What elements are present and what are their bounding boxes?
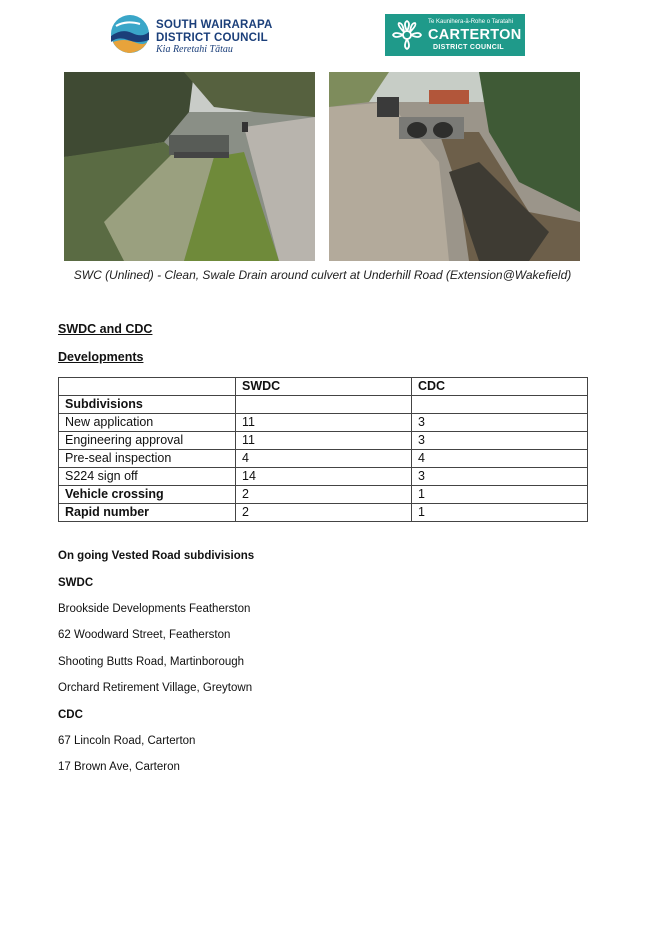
table-cell-cdc: 3 — [412, 468, 588, 486]
table-row — [59, 450, 588, 468]
swdc-logo — [110, 14, 273, 56]
table-cell-cdc: 3 — [412, 432, 588, 450]
table-cell-label: Vehicle crossing — [59, 486, 236, 504]
photo-swale-drain-left — [64, 72, 315, 261]
table-cell-label: S224 sign off — [59, 468, 236, 486]
table-cell-label: New application — [59, 414, 236, 432]
table-row — [59, 432, 588, 450]
table-cell-cdc: 1 — [412, 504, 588, 522]
table-cell-cdc: 3 — [412, 414, 588, 432]
table-header-cell: CDC — [412, 378, 588, 396]
swdc-logo-line1: SOUTH WAIRARAPA — [156, 19, 273, 31]
table-row — [59, 396, 588, 414]
cdc-logo-maori-name: Te Kaunihera-ā-Rohe o Taratahi — [428, 19, 513, 25]
table-cell-swdc: 11 — [236, 432, 412, 450]
table-cell-label: Engineering approval — [59, 432, 236, 450]
table-row — [59, 486, 588, 504]
table-cell-cdc — [412, 396, 588, 414]
table-row — [59, 504, 588, 522]
list-item: 17 Brown Ave, Carteron — [58, 761, 180, 773]
table-row — [59, 414, 588, 432]
table-cell-cdc: 4 — [412, 450, 588, 468]
swdc-emblem-icon — [110, 14, 150, 54]
cdc-flower-icon — [391, 19, 423, 51]
ongoing-subdivisions-title: On going Vested Road subdivisions — [58, 550, 255, 562]
list-item: 67 Lincoln Road, Carterton — [58, 735, 196, 747]
table-cell-swdc: 2 — [236, 486, 412, 504]
cdc-logo-subtitle: DISTRICT COUNCIL — [433, 44, 504, 51]
table-cell-swdc — [236, 396, 412, 414]
list-item: Orchard Retirement Village, Greytown — [58, 682, 253, 694]
list-item: Brookside Developments Featherston — [58, 603, 251, 615]
table-header-cell — [59, 378, 236, 396]
ongoing-cdc-label: CDC — [58, 709, 83, 721]
table-cell-swdc: 4 — [236, 450, 412, 468]
table-header-cell: SWDC — [236, 378, 412, 396]
table-cell-swdc: 2 — [236, 504, 412, 522]
table-row — [59, 468, 588, 486]
table-cell-swdc: 14 — [236, 468, 412, 486]
table-header-row — [59, 378, 588, 396]
swdc-logo-line2: DISTRICT COUNCIL — [156, 32, 268, 44]
table-cell-cdc: 1 — [412, 486, 588, 504]
table-cell-swdc: 11 — [236, 414, 412, 432]
developments-table — [58, 377, 588, 522]
section-heading-developments: Developments — [58, 350, 144, 364]
swdc-logo-motto: Kia Reretahi Tātau — [156, 44, 233, 55]
table-cell-label: Rapid number — [59, 504, 236, 522]
ongoing-swdc-label: SWDC — [58, 577, 94, 589]
section-heading-swdc-cdc: SWDC and CDC — [58, 322, 153, 336]
table-cell-label: Pre-seal inspection — [59, 450, 236, 468]
cdc-logo-name: CARTERTON — [428, 27, 522, 43]
photo-culvert-right — [329, 72, 580, 261]
cdc-logo — [385, 14, 525, 56]
list-item: 62 Woodward Street, Featherston — [58, 629, 231, 641]
table-cell-label: Subdivisions — [59, 396, 236, 414]
photo-caption: SWC (Unlined) - Clean, Swale Drain around culvert at Underhill Road (Extension@Wakefield) — [73, 268, 572, 282]
list-item: Shooting Butts Road, Martinborough — [58, 656, 245, 668]
